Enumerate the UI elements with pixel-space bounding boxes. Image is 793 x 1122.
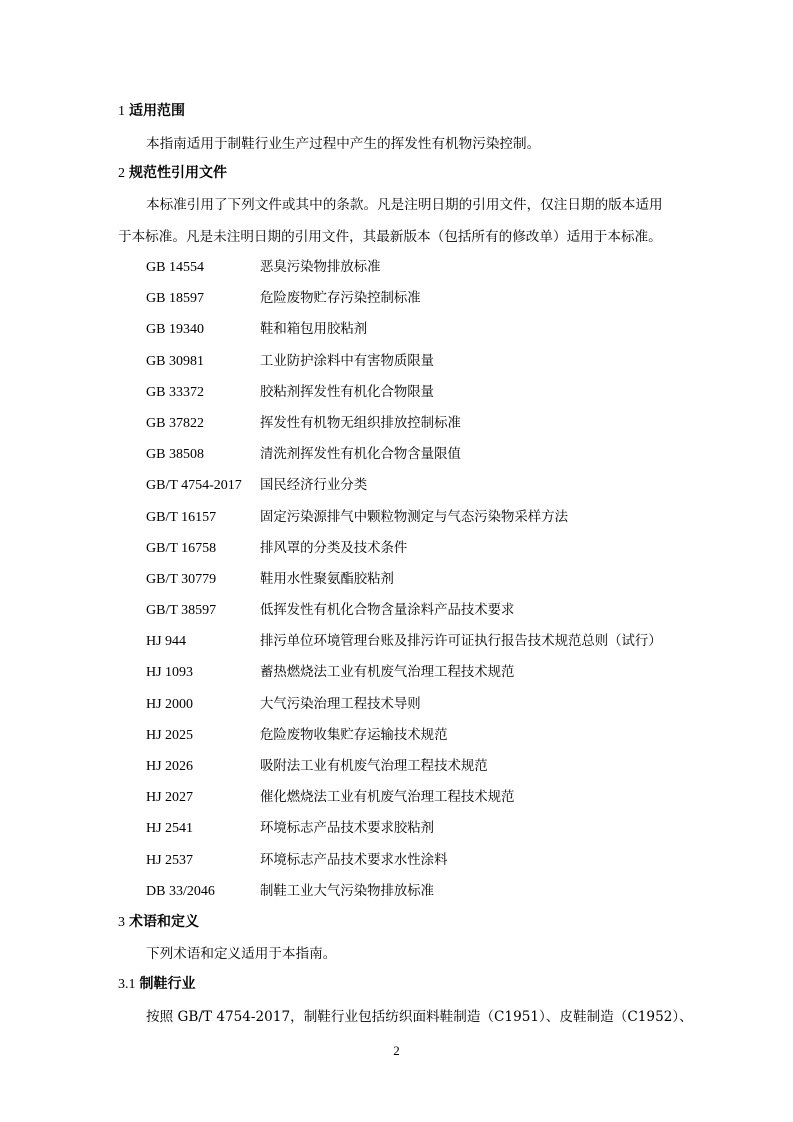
normative-references-list [146,258,686,913]
section-title: 制鞋行业 [139,976,196,992]
reference-code: GB 18597 [146,291,204,307]
reference-title: 恶臭污染物排放标准 [260,260,381,275]
section-title: 术语和定义 [129,914,199,930]
reference-code: GB 37822 [146,415,204,431]
section-title: 适用范围 [129,103,185,119]
reference-code: HJ 1093 [146,665,194,681]
reference-code: GB 14554 [146,260,204,275]
reference-code: GB/T 4754-2017 [146,478,242,494]
reference-item [146,726,686,757]
reference-item [146,383,686,414]
reference-item [146,258,686,289]
references-intro-line-2: 于本标准。凡是未注明日期的引用文件，其最新版本（包括所有的修改单）适用于本标准。 [118,229,662,245]
page-number: 2 [393,1043,400,1058]
reference-title: 鞋和箱包用胶粘剂 [260,322,368,338]
reference-item [146,508,686,539]
reference-item [146,788,686,819]
reference-code: GB 33372 [146,384,204,400]
reference-title: 环境标志产品技术要求胶粘剂 [260,821,435,837]
reference-code: HJ 2027 [146,790,194,806]
section-1-heading [118,102,185,121]
reference-code: GB 19340 [146,322,204,338]
section-3-heading [118,913,199,932]
reference-code: GB/T 16157 [146,509,217,525]
reference-item [146,539,686,570]
reference-title: 危险废物收集贮存运输技术规范 [260,727,448,743]
reference-title: 排污单位环境管理台账及排污许可证执行报告技术规范总则（试行） [260,634,662,650]
reference-title: 制鞋工业大气污染物排放标准 [260,883,435,899]
reference-item [146,882,686,913]
reference-title: 危险废物贮存污染控制标准 [260,291,421,307]
reference-code: HJ 2025 [146,727,194,743]
terms-intro-paragraph: 下列术语和定义适用于本指南。 [146,946,337,962]
references-intro-line-1: 本标准引用了下列文件或其中的条款。凡是注明日期的引用文件，仅注日期的版本适用 [146,197,663,213]
reference-code: HJ 2000 [146,696,194,712]
reference-item [146,663,686,694]
reference-title: 胶粘剂挥发性有机化合物限量 [260,384,435,400]
reference-title: 固定污染源排气中颗粒物测定与气态污染物采样方法 [260,509,568,525]
reference-title: 环境标志产品技术要求水性涂料 [260,852,448,868]
reference-item [146,851,686,882]
reference-title: 工业防护涂料中有害物质限量 [260,353,435,369]
reference-title: 吸附法工业有机废气治理工程技术规范 [260,759,488,774]
reference-code: GB/T 30779 [146,571,217,587]
section-number: 3.1 [118,977,136,992]
reference-code: GB 38508 [146,447,204,463]
reference-item [146,819,686,850]
reference-code: HJ 2026 [146,759,194,774]
section-3-1-heading [118,975,196,994]
reference-item [146,289,686,320]
reference-code: GB 30981 [146,353,204,369]
industry-definition-paragraph: 按照 GB/T 4754-2017，制鞋行业包括纺织面料鞋制造（C1951）、皮鞋制造（C1952）、 [146,1009,693,1025]
reference-title: 蓄热燃烧法工业有机废气治理工程技术规范 [260,665,515,681]
reference-code: HJ 2537 [146,852,194,868]
reference-item [146,352,686,383]
reference-title: 挥发性有机物无组织排放控制标准 [260,415,461,431]
reference-item [146,320,686,351]
reference-item [146,601,686,632]
scope-paragraph: 本指南适用于制鞋行业生产过程中产生的挥发性有机物污染控制。 [146,136,541,152]
reference-title: 排风罩的分类及技术条件 [260,540,408,556]
reference-item [146,695,686,726]
section-title: 规范性引用文件 [129,165,227,181]
reference-code: GB/T 16758 [146,540,217,556]
section-2-heading [118,164,227,183]
section-number: 2 [118,166,125,181]
reference-item [146,632,686,663]
reference-title: 低挥发性有机化合物含量涂料产品技术要求 [260,603,515,619]
reference-item [146,570,686,601]
reference-title: 大气污染治理工程技术导则 [260,696,421,712]
reference-code: DB 33/2046 [146,883,215,899]
reference-title: 清洗剂挥发性有机化合物含量限值 [260,447,461,463]
reference-item [146,757,686,788]
reference-item [146,414,686,445]
reference-code: HJ 944 [146,634,187,650]
reference-code: HJ 2541 [146,821,194,837]
reference-code: GB/T 38597 [146,603,217,619]
reference-title: 催化燃烧法工业有机废气治理工程技术规范 [260,790,515,806]
reference-title: 国民经济行业分类 [260,478,368,494]
reference-item [146,445,686,476]
section-number: 1 [118,104,125,119]
section-number: 3 [118,915,125,930]
reference-item [146,476,686,507]
reference-title: 鞋用水性聚氨酯胶粘剂 [260,571,394,587]
